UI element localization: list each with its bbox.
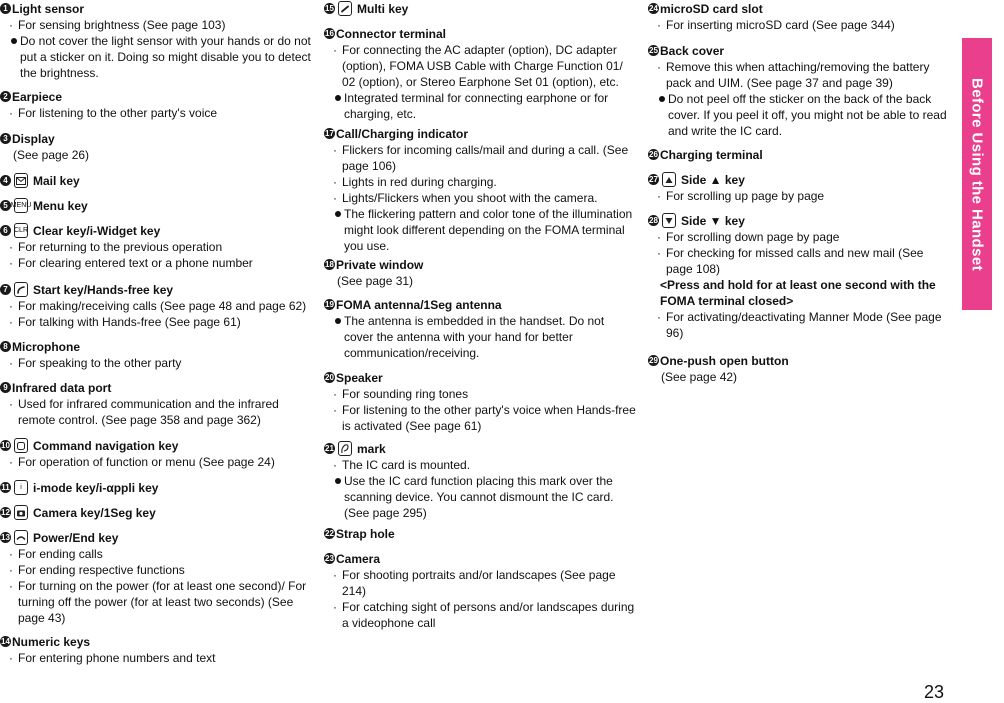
entry-title: Command navigation key (33, 438, 179, 453)
item-number-badge: 23 (325, 554, 334, 563)
entry-26 (648, 146, 953, 163)
description-line: · For entering phone numbers and text (0, 650, 312, 666)
item-number-badge: 11 (1, 483, 10, 492)
entry-title: Private window (336, 257, 424, 272)
description-line: · For sensing brightness (See page 103) (0, 17, 312, 33)
item-number-badge: 25 (649, 46, 658, 55)
item-number-badge: 17 (325, 129, 334, 138)
entry-title: Side ▼ key (681, 213, 745, 228)
entry-3 (0, 130, 312, 163)
entry-21 (324, 440, 636, 521)
sub-heading: <Press and hold for at least one second with the FOMA terminal closed> (660, 278, 936, 308)
note-line: Use the IC card function placing this mark over the scanning device. You cannot dismount the IC card. (See page 295) (324, 473, 636, 521)
entry-heading (0, 0, 312, 17)
item-number-badge: 27 (649, 175, 658, 184)
item-number-badge: 3 (0, 133, 11, 144)
entry-heading (324, 256, 636, 273)
item-number-badge: 5 (0, 200, 11, 211)
entry-20 (324, 369, 636, 434)
entry-heading (324, 369, 636, 386)
entry-27 (648, 171, 953, 204)
item-number-badge: 22 (325, 529, 334, 538)
item-number-badge: 8 (0, 341, 11, 352)
entry-title: Camera (336, 551, 381, 566)
description-line: · For ending calls (0, 546, 312, 562)
entry-heading (648, 212, 953, 229)
entry-title: Speaker (336, 370, 383, 385)
description-line: · For talking with Hands-free (See page 61) (0, 314, 312, 330)
entry-4 (0, 172, 312, 189)
entry-heading (0, 172, 312, 189)
entry-heading (0, 338, 312, 355)
entry-title: Connector terminal (336, 26, 447, 41)
description-line: · Lights in red during charging. (324, 174, 636, 190)
item-number-badge: 4 (0, 175, 11, 186)
item-number-badge: 9 (0, 382, 11, 393)
entry-10 (0, 437, 312, 470)
entry-title: Multi key (357, 1, 409, 16)
entry-14 (0, 633, 312, 666)
entry-title: Earpiece (12, 89, 63, 104)
entry-heading (0, 222, 312, 239)
item-number-badge: 2 (0, 91, 11, 102)
entry-heading (648, 171, 953, 188)
entry-9 (0, 379, 312, 428)
entry-title: Clear key/i-Widget key (33, 223, 161, 238)
entry-13 (0, 529, 312, 626)
power-end-icon (14, 530, 28, 545)
description-line: · For operation of function or menu (See page 24) (0, 454, 312, 470)
entry-7 (0, 281, 312, 330)
entry-title: Light sensor (12, 1, 85, 16)
side-up-icon (662, 172, 676, 187)
note-line: Integrated terminal for connecting earphone or for charging, etc. (324, 90, 636, 122)
page-number: 23 (924, 682, 945, 702)
entry-heading (324, 525, 636, 542)
entry-8 (0, 338, 312, 371)
camera-icon (14, 505, 28, 520)
entry-heading (648, 42, 953, 59)
entry-title: mark (357, 441, 386, 456)
description-line: · For turning on the power (for at least one second)/ For turning off the power (for at least two seconds) (See page 43) (0, 578, 312, 626)
entry-6 (0, 222, 312, 271)
item-number-badge: 12 (1, 508, 10, 517)
entry-title: Side ▲ key (681, 172, 745, 187)
description-line: · The IC card is mounted. (324, 457, 636, 473)
entry-heading (324, 125, 636, 142)
description-line: · For inserting microSD card (See page 344) (648, 17, 953, 33)
entry-12 (0, 504, 312, 521)
description-line: · For checking for missed calls and new mail (See page 108) (648, 245, 953, 277)
entry-title: One-push open button (660, 353, 789, 368)
description-line: · Flickers for incoming calls/mail and during a call. (See page 106) (324, 142, 636, 174)
description-line: · For scrolling down page by page (648, 229, 953, 245)
section-tab (962, 38, 992, 310)
entry-title: Menu key (33, 198, 88, 213)
description-line: · For clearing entered text or a phone number (0, 255, 312, 271)
entry-29 (648, 352, 953, 385)
section-tab-label: Before Using the Handset (968, 77, 986, 271)
entry-title: Numeric keys (12, 634, 91, 649)
item-number-badge: 15 (325, 4, 334, 13)
entry-11 (0, 479, 312, 496)
item-number-badge: 20 (325, 373, 334, 382)
description-line: · For activating/deactivating Manner Mode (See page 96) (648, 309, 953, 341)
entry-heading (324, 440, 636, 457)
entry-17 (324, 125, 636, 254)
entry-heading (0, 479, 312, 496)
item-number-badge: 19 (325, 300, 334, 309)
entry-heading (0, 379, 312, 396)
entry-22 (324, 525, 636, 542)
note-line: The antenna is embedded in the handset. Do not cover the antenna with your hand for better communication/receiving. (324, 313, 636, 361)
item-number-badge: 21 (325, 444, 334, 453)
entry-title: microSD card slot (660, 1, 763, 16)
entry-heading (648, 146, 953, 163)
entry-heading (0, 281, 312, 298)
multi-key-icon (338, 1, 352, 16)
item-number-badge: 18 (325, 260, 334, 269)
item-number-badge: 10 (1, 441, 10, 450)
item-number-badge: 6 (0, 225, 11, 236)
item-number-badge: 16 (325, 29, 334, 38)
side-down-icon (662, 213, 676, 228)
entry-19 (324, 296, 636, 361)
item-number-badge: 24 (649, 4, 658, 13)
entry-18 (324, 256, 636, 289)
entry-title: FOMA antenna/1Seg antenna (336, 297, 502, 312)
description-line: · For listening to the other party's voice (0, 105, 312, 121)
item-number-badge: 13 (1, 533, 10, 542)
entry-heading (324, 0, 636, 17)
entry-reference: (See page 26) (13, 148, 90, 162)
entry-reference: (See page 42) (661, 370, 738, 384)
item-number-badge: 7 (0, 284, 11, 295)
entry-1 (0, 0, 312, 81)
entry-title: Charging terminal (660, 147, 763, 162)
entry-2 (0, 88, 312, 121)
item-number-badge: 26 (649, 150, 658, 159)
description-line: · For returning to the previous operation (0, 239, 312, 255)
entry-heading (324, 25, 636, 42)
entry-title: Back cover (660, 43, 725, 58)
note-line: The flickering pattern and color tone of the illumination might look different depending on the FOMA terminal you use. (324, 206, 636, 254)
entry-title: Mail key (33, 173, 80, 188)
entry-heading (0, 437, 312, 454)
entry-heading (0, 504, 312, 521)
start-call-icon (14, 282, 28, 297)
note-line: Do not cover the light sensor with your hands or do not put a sticker on it. Doing so might disable you to detect the brightness. (0, 33, 312, 81)
description-line: · For catching sight of persons and/or landscapes during a videophone call (324, 599, 636, 631)
item-number-badge: 14 (1, 637, 10, 646)
item-number-badge: 29 (649, 356, 658, 365)
entry-heading (0, 88, 312, 105)
entry-heading (0, 130, 312, 147)
entry-heading (0, 633, 312, 650)
entry-title: Call/Charging indicator (336, 126, 469, 141)
entry-16 (324, 25, 636, 122)
description-line: · For making/receiving calls (See page 48 and page 62) (0, 298, 312, 314)
entry-heading (324, 296, 636, 313)
entry-heading (324, 550, 636, 567)
entry-title: Power/End key (33, 530, 119, 545)
description-line: · For connecting the AC adapter (option), DC adapter (option), FOMA USB Cable with Charge Function 01/ 02 (option), or Stereo Earphone Set 01 (option), etc. (324, 42, 636, 90)
entry-title: Camera key/1Seg key (33, 505, 156, 520)
entry-25 (648, 42, 953, 139)
felica-mark-icon (338, 441, 352, 456)
description-line: · For ending respective functions (0, 562, 312, 578)
entry-23 (324, 550, 636, 631)
description-line: · For shooting portraits and/or landscapes (See page 214) (324, 567, 636, 599)
description-line: · For listening to the other party's voice when Hands-free is activated (See page 61) (324, 402, 636, 434)
description-line: · For scrolling up page by page (648, 188, 953, 204)
description-line: · For speaking to the other party (0, 355, 312, 371)
entry-5 (0, 197, 312, 214)
item-number-badge: 28 (649, 216, 658, 225)
description-line: · For sounding ring tones (324, 386, 636, 402)
entry-heading (0, 529, 312, 546)
entry-15 (324, 0, 636, 17)
entry-28 (648, 212, 953, 341)
entry-heading (0, 197, 312, 214)
entry-title: Microphone (12, 339, 80, 354)
menu-icon: MENU (14, 198, 28, 213)
description-line: · Remove this when attaching/removing the battery pack and UIM. (See page 37 and page 39) (648, 59, 953, 91)
entry-title: Display (12, 131, 55, 146)
entry-title: Infrared data port (12, 380, 112, 395)
entry-24 (648, 0, 953, 33)
note-line: Do not peel off the sticker on the back of the back cover. If you peel it off, you might not be able to read and write the IC card. (648, 91, 953, 139)
entry-heading (648, 352, 953, 369)
entry-title: Strap hole (336, 526, 395, 541)
i-mode-icon: i (14, 480, 28, 495)
description-line: · Used for infrared communication and the infrared remote control. (See page 358 and page 362) (0, 396, 312, 428)
clear-icon: CLR (14, 223, 28, 238)
item-number-badge: 1 (0, 3, 11, 14)
entry-title: i-mode key/i-αppli key (33, 480, 159, 495)
mail-icon (14, 173, 28, 188)
command-navigation-icon (14, 438, 28, 453)
entry-reference: (See page 31) (337, 274, 414, 288)
entry-title: Start key/Hands-free key (33, 282, 174, 297)
description-line: · Lights/Flickers when you shoot with the camera. (324, 190, 636, 206)
entry-heading (648, 0, 953, 17)
